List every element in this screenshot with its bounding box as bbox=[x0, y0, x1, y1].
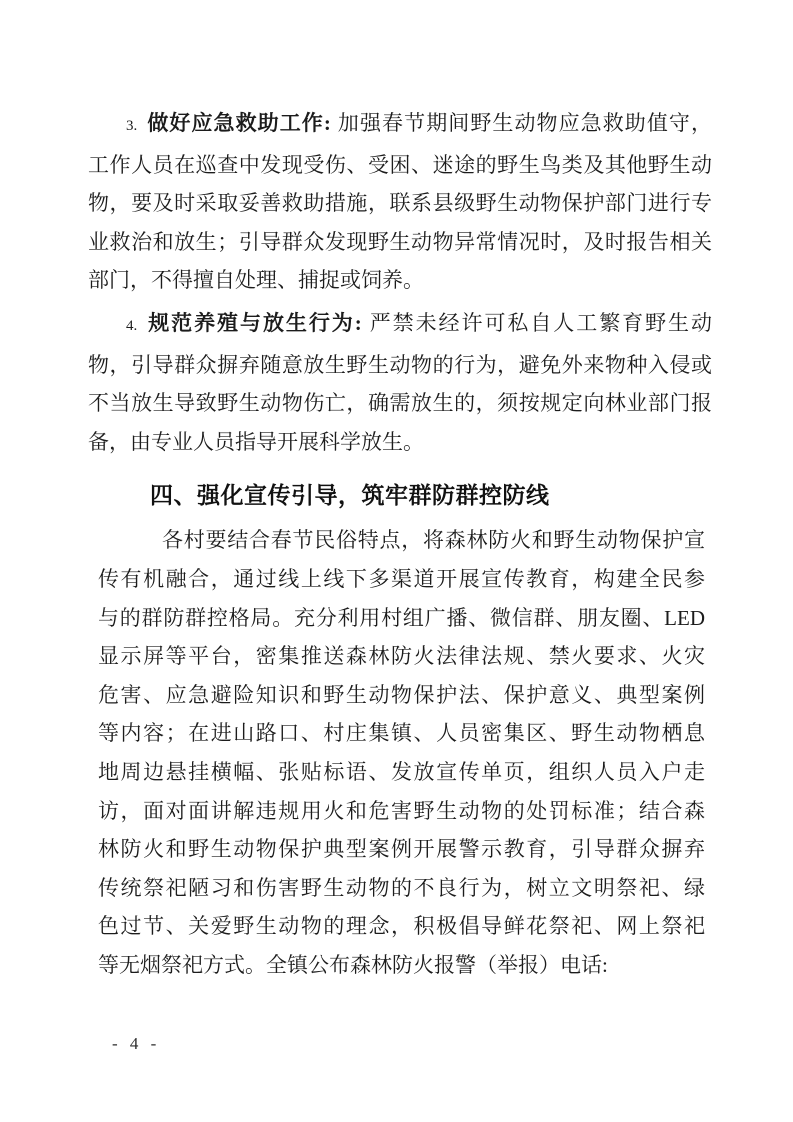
document-body bbox=[88, 104, 712, 984]
list-number: 3. bbox=[126, 118, 138, 134]
page-number: - 4 - bbox=[112, 1034, 161, 1053]
section-heading: 四、强化宣传引导，筑牢群防群控防线 bbox=[150, 482, 550, 509]
section-four-line: 等内容；在进山路口、村庄集镇、人员密集区、野生动物栖息 bbox=[98, 721, 705, 746]
section-four-line: 危害、应急避险知识和野生动物保护法、保护意义、典型案例 bbox=[98, 682, 705, 707]
item4-first-line-text: 严禁未经许可私自人工繁育野生动 bbox=[367, 310, 712, 335]
list-number: 4. bbox=[126, 317, 138, 334]
paragraph-item3-line: 工作人员在巡查中发现受伤、受困、迷途的野生鸟类及其他野生动 bbox=[88, 152, 712, 177]
item4-runin-heading: 规范养殖与放生行为: bbox=[146, 310, 362, 335]
paragraph-item4-line: 备，由专业人员指导开展科学放生。 bbox=[88, 429, 424, 454]
paragraph-item3-line: 物，要及时采取妥善救助措施，联系县级野生动物保护部门进行专 bbox=[88, 191, 712, 216]
section-four-line: 与的群防群控格局。充分利用村组广播、微信群、朋友圈、LED bbox=[98, 605, 705, 630]
paragraph-item4-line: 物，引导群众摒弃随意放生野生动物的行为，避免外来物种入侵或 bbox=[88, 352, 712, 377]
section-four-line: 显示屏等平台，密集推送森林防火法律法规、禁火要求、火灾 bbox=[98, 644, 705, 669]
section-four-line: 传统祭祀陋习和伤害野生动物的不良行为，树立文明祭祀、绿 bbox=[98, 875, 705, 900]
section-four-line: 色过节、关爱野生动物的理念，积极倡导鲜花祭祀、网上祭祀 bbox=[98, 914, 705, 939]
section-four-line: 等无烟祭祀方式。全镇公布森林防火报警（举报）电话: bbox=[98, 952, 608, 977]
item3-runin-heading: 做好应急救助工作: bbox=[146, 111, 331, 135]
section-four-line: 地周边悬挂横幅、张贴标语、发放宣传单页，组织人员入户走 bbox=[98, 759, 705, 784]
section-four-line: 各村要结合春节民俗特点，将森林防火和野生动物保护宣 bbox=[162, 528, 705, 553]
item3-first-line-text: 加强春节期间野生动物应急救助值守， bbox=[336, 111, 713, 135]
paragraph-item3-line: 业救治和放生；引导群众发现野生动物异常情况时，及时报告相关 bbox=[88, 229, 712, 254]
section-four-line: 传有机融合，通过线上线下多渠道开展宣传教育，构建全民参 bbox=[98, 566, 705, 591]
paragraph-item3-line bbox=[88, 104, 712, 146]
paragraph-item4-line: 不当放生导致野生动物伤亡，确需放生的，须按规定向林业部门报 bbox=[88, 391, 712, 416]
paragraph-item4-line bbox=[88, 304, 712, 346]
paragraph-item3-line: 部门，不得擅自处理、捕捉或饲养。 bbox=[88, 268, 424, 293]
section-four-line: 访，面对面讲解违规用火和危害野生动物的处罚标准；结合森 bbox=[98, 798, 705, 823]
section-four bbox=[98, 475, 705, 984]
section-four-line: 林防火和野生动物保护典型案例开展警示教育，引导群众摒弃 bbox=[98, 837, 705, 862]
